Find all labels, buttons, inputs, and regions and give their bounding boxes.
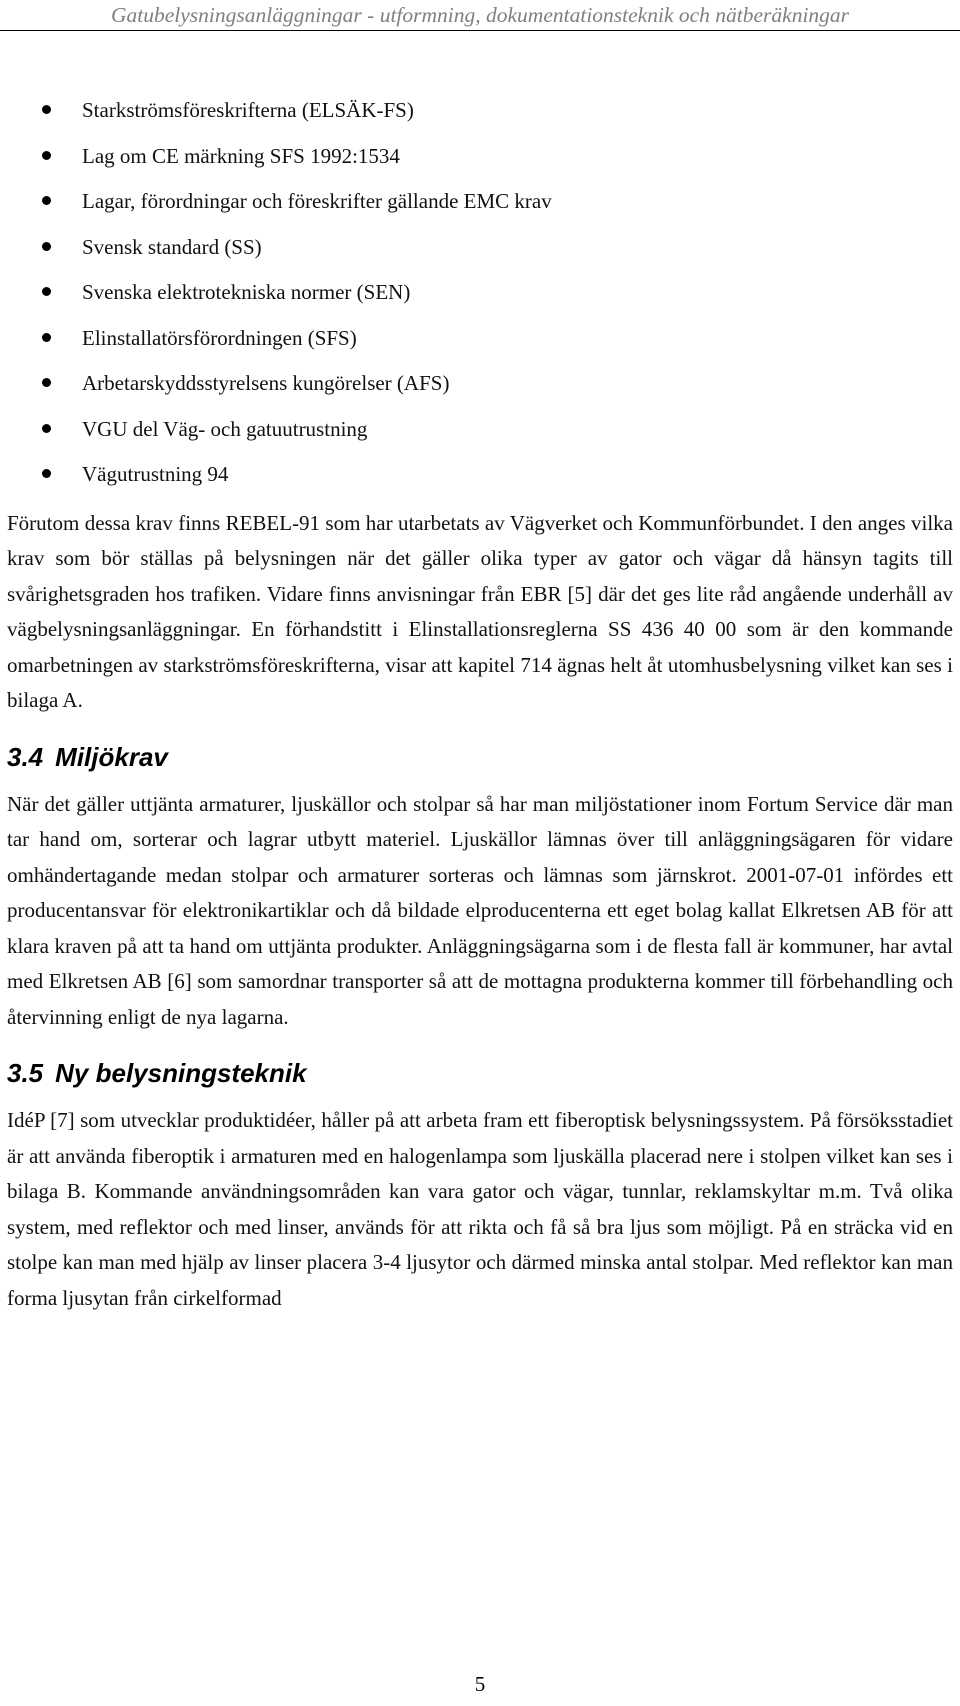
list-item bbox=[7, 324, 953, 370]
page-content bbox=[7, 96, 953, 1316]
list-item-text: Starkströmsföreskrifterna (ELSÄK-FS) bbox=[82, 98, 414, 122]
environment-paragraph: När det gäller uttjänta armaturer, ljuskällor och stolpar så har man miljöstationer inom Fortum Service där man tar hand om, sorterar och lagrar utbytt materiel. Ljuskällor lämnas över till anläggningsägaren för vidare omhändertagande medan stolpar och armaturer sorteras och lämnas som järnskrot. 2001-07-01 infördes ett producentansvar för elektronikartiklar och då bildade elproducenterna ett eget bolag kallat Elkretsen AB för att klara kraven på att ta hand om uttjänta produkter. Anläggningsägarna som i de flesta fall är kommuner, har avtal med Elkretsen AB [6] som samordnar transporter så att de mottagna produkterna kommer till förbehandling och återvinning enligt de nya lagarna. bbox=[7, 791, 953, 1029]
list-item-text: Vägutrustning 94 bbox=[82, 462, 229, 486]
requirements-list bbox=[7, 96, 953, 506]
lighting-technology-paragraph: IdéP [7] som utvecklar produktidéer, håller på att arbeta fram ett fiberoptisk belysningssystem. På försöksstadiet är att använda fiberoptik i armaturen med en halogenlampa som ljuskälla placerad nere i stolpen vilket kan ses i bilaga B. Kommande användningsområden kan vara gator och vägar, tunnlar, reklamskyltar m.m. Två olika system, med reflektor och med linser, används för att rikta och få så bra ljus som möjligt. På en sträcka vid en stolpe kan man med hjälp av linser placera 3-4 ljusytor och därmed minska antal stolpar. Med reflektor kan man forma ljusytan från cirkelformad bbox=[7, 1108, 953, 1310]
list-item-text: Arbetarskyddsstyrelsens kungörelser (AFS) bbox=[82, 371, 450, 395]
list-item-text: Lagar, förordningar och föreskrifter gällande EMC krav bbox=[82, 189, 552, 213]
bullet-icon bbox=[42, 242, 51, 251]
list-item bbox=[7, 187, 953, 233]
list-item-text: VGU del Väg- och gatuutrustning bbox=[82, 416, 368, 441]
list-item bbox=[7, 142, 953, 188]
list-item-text: Svensk standard (SS) bbox=[82, 234, 262, 259]
bullet-icon bbox=[42, 424, 51, 433]
section-title: Ny belysningsteknik bbox=[55, 1058, 307, 1088]
section-heading-3-4 bbox=[7, 741, 953, 773]
list-item bbox=[7, 278, 953, 324]
section-number: 3.5 bbox=[7, 1058, 44, 1088]
bullet-icon bbox=[42, 196, 51, 205]
section-title: Miljökrav bbox=[55, 741, 168, 772]
bullet-icon bbox=[42, 151, 51, 160]
bullet-icon bbox=[42, 105, 51, 114]
bullet-icon bbox=[42, 378, 51, 387]
section-heading-3-5 bbox=[7, 1057, 953, 1089]
bullet-icon bbox=[42, 469, 51, 478]
list-item bbox=[7, 233, 953, 279]
list-item-text: Svenska elektrotekniska normer (SEN) bbox=[82, 280, 411, 304]
list-item bbox=[7, 96, 953, 142]
bullet-icon bbox=[42, 333, 51, 342]
list-item bbox=[7, 415, 953, 461]
section-number: 3.4 bbox=[7, 741, 44, 772]
list-item-text: Elinstallatörsförordningen (SFS) bbox=[82, 325, 357, 350]
list-item bbox=[7, 460, 953, 506]
regulations-paragraph: Förutom dessa krav finns REBEL-91 som har utarbetats av Vägverket och Kommunförbundet. I den anges vilka krav som bör ställas på belysningen när det gäller olika typer av gator och vägar då hänsyn tagits till svårighetsgraden hos trafiken. Vidare finns anvisningar från EBR [5] där det ges lite råd angående underhåll av vägbelysningsanläggningar. En förhandstitt i Elinstallationsreglerna SS 436 40 00 som är den kommande omarbetningen av starkströmsföreskrifterna, visar att kapitel 714 ägnas helt åt utomhusbelysning vilket kan ses i bilaga A. bbox=[7, 510, 953, 712]
list-item-text: Lag om CE märkning SFS 1992:1534 bbox=[82, 143, 400, 168]
bullet-icon bbox=[42, 287, 51, 296]
list-item bbox=[7, 369, 953, 415]
running-header: Gatubelysningsanläggningar - utformning, dokumentationsteknik och nätberäkningar bbox=[0, 0, 960, 31]
page-number: 5 bbox=[474, 1672, 486, 1696]
